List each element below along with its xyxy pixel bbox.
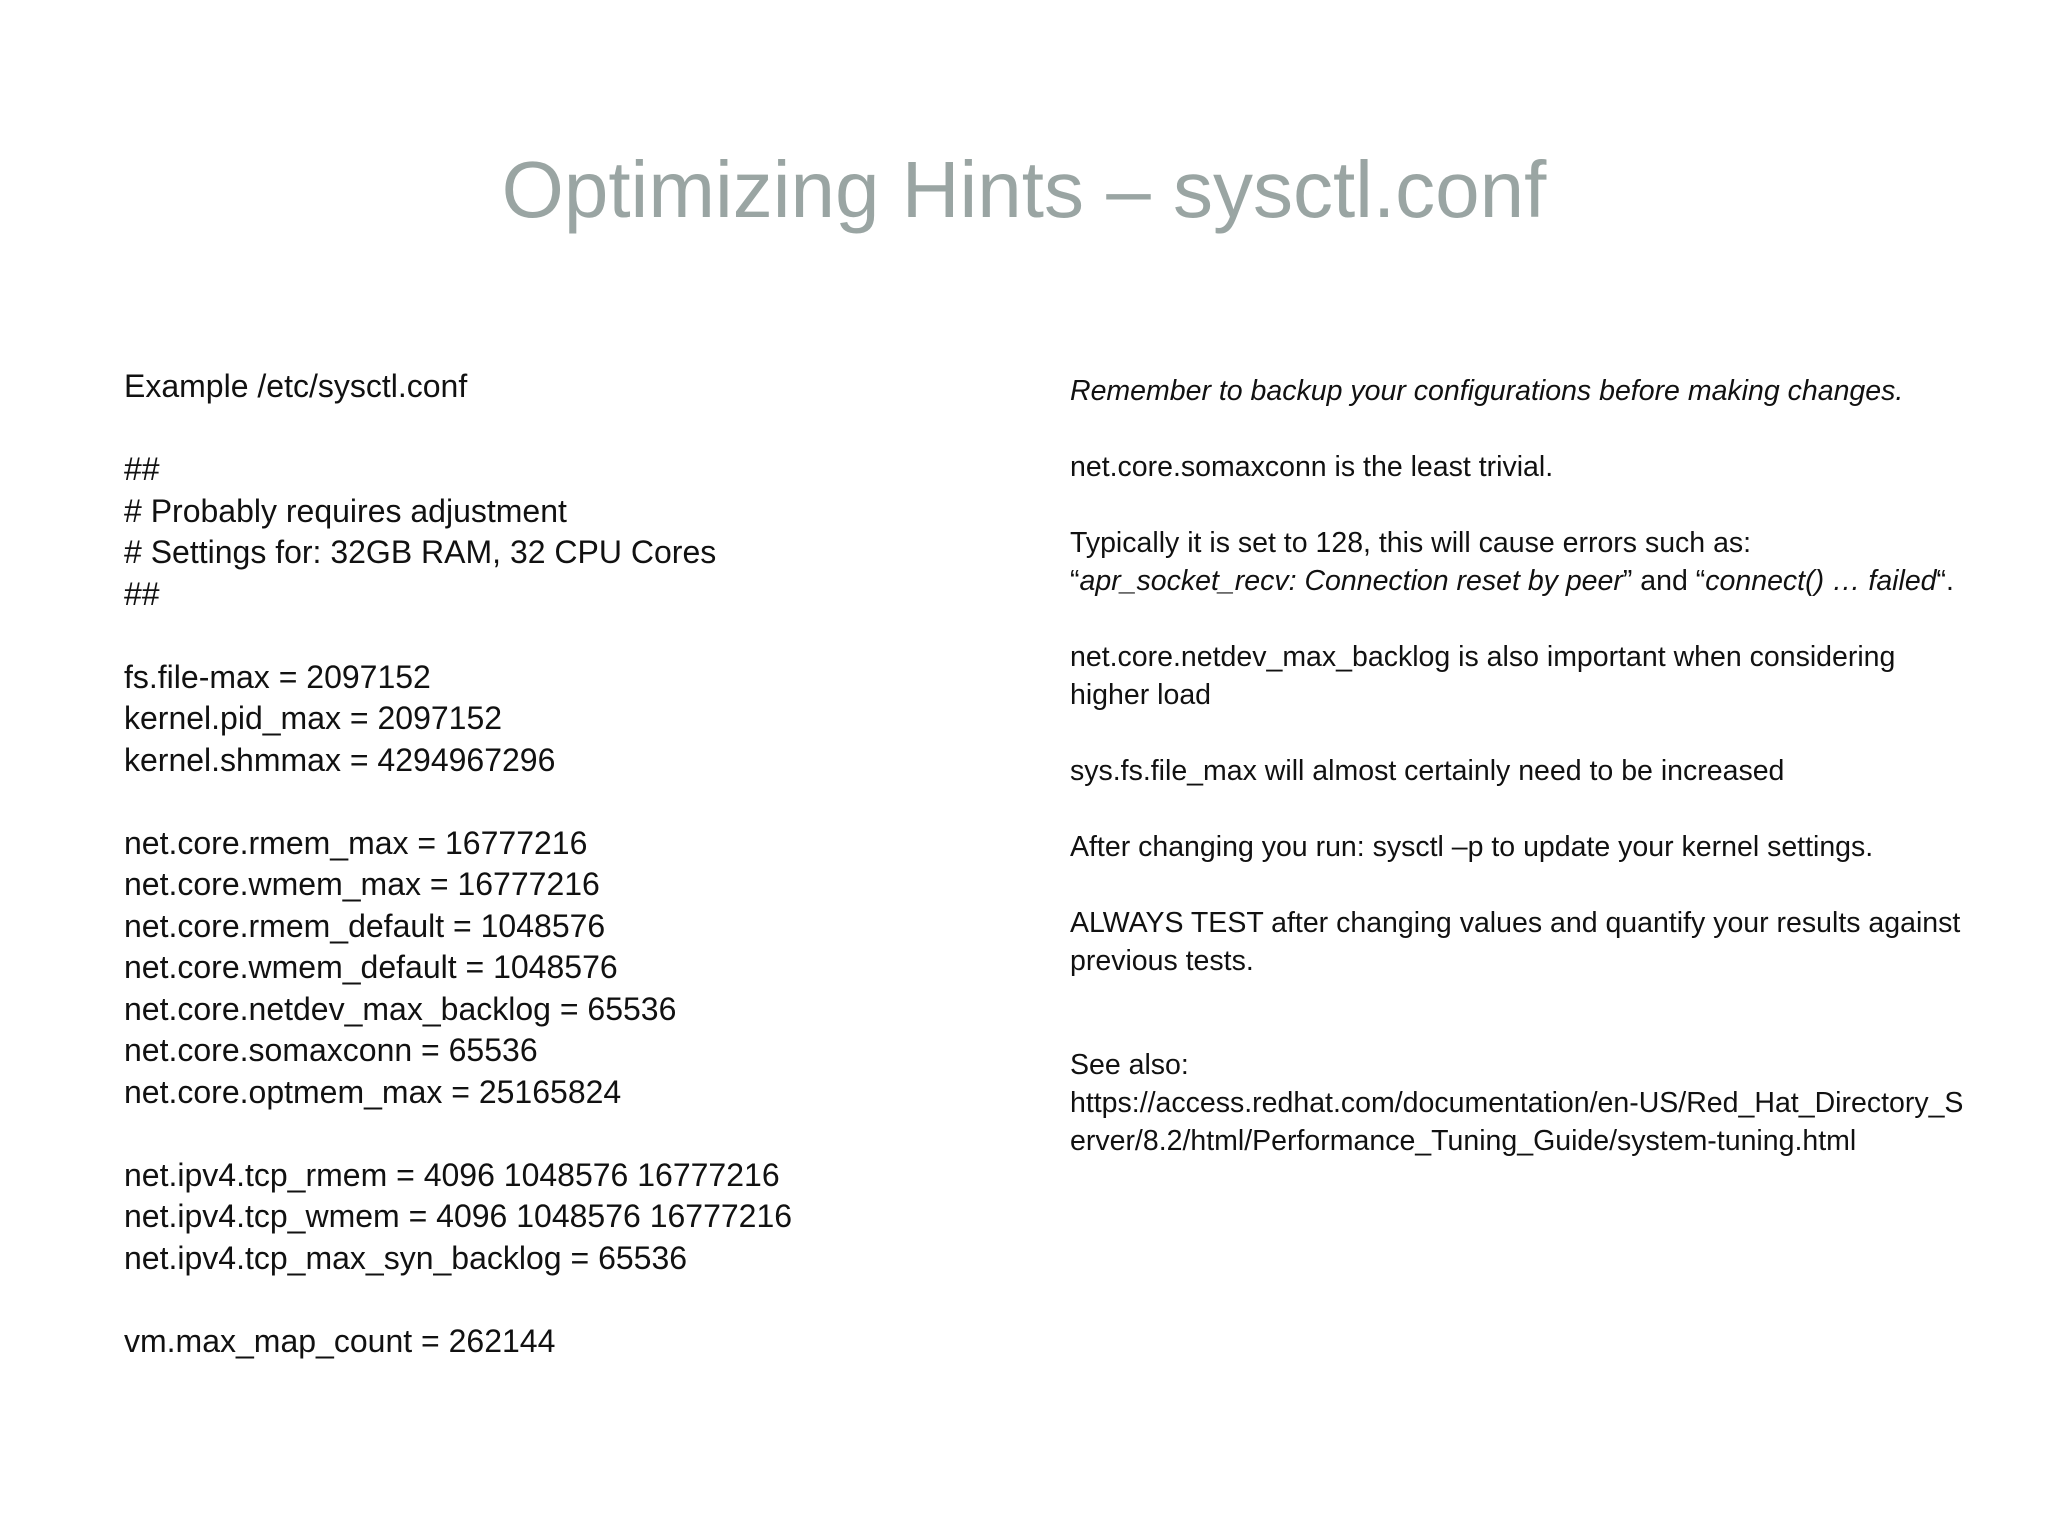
spacer	[1070, 1018, 1970, 1046]
config-line: fs.file-max = 2097152	[124, 658, 431, 695]
config-line: ##	[124, 575, 160, 612]
config-line: net.ipv4.tcp_max_syn_backlog = 65536	[124, 1239, 688, 1276]
filemax-note: sys.fs.file_max will almost certainly need to be increased	[1070, 755, 1785, 787]
always-test-note: ALWAYS TEST after changing values and quantify your results against previous tests.	[1070, 907, 1961, 977]
config-line: net.ipv4.tcp_rmem = 4096 1048576 16777216	[124, 1156, 780, 1193]
sysctl-example-panel	[124, 366, 1024, 1362]
config-line: kernel.pid_max = 2097152	[124, 700, 503, 736]
net-ipv4-block	[124, 1155, 1024, 1280]
error-message-1: apr_socket_recv: Connection reset by peer	[1079, 565, 1623, 597]
config-line: net.core.optmem_max = 25165824	[124, 1073, 622, 1110]
spacer	[124, 408, 1024, 450]
after-change-note: After changing you run: sysctl –p to update your kernel settings.	[1070, 831, 1874, 863]
slide-title: Optimizing Hints – sysctl.conf	[501, 145, 1547, 234]
config-line: kernel.shmmax = 4294967296	[124, 741, 556, 778]
config-line: net.core.wmem_default = 1048576	[124, 949, 618, 985]
config-line: vm.max_map_count = 262144	[124, 1322, 556, 1359]
typically-intro: Typically it is set to 128, this will cause errors such as:	[1070, 527, 1752, 559]
backlog-note: net.core.netdev_max_backlog is also important when considering higher load	[1070, 641, 1896, 711]
somaxconn-note: net.core.somaxconn is the least trivial.	[1070, 451, 1554, 483]
comment-block	[124, 449, 1024, 615]
config-line: net.core.rmem_max = 16777216	[124, 824, 588, 861]
see-also	[1070, 1046, 1970, 1160]
net-core-block	[124, 823, 1024, 1114]
quote-mid: ” and “	[1622, 565, 1706, 597]
config-line: net.core.somaxconn = 65536	[124, 1032, 538, 1068]
quote-close: “.	[1936, 565, 1954, 597]
config-line: # Settings for: 32GB RAM, 32 CPU Cores	[124, 534, 717, 570]
config-line: # Probably requires adjustment	[124, 492, 567, 529]
config-line: net.core.rmem_default = 1048576	[124, 907, 606, 944]
config-line: net.core.netdev_max_backlog = 65536	[124, 990, 677, 1027]
example-heading: Example /etc/sysctl.conf	[124, 368, 468, 404]
see-also-label: See also:	[1070, 1049, 1189, 1081]
spacer	[124, 1279, 1024, 1321]
typically-note	[1070, 524, 1970, 600]
fs-kernel-block	[124, 657, 1024, 782]
spacer	[124, 781, 1024, 823]
notes-panel	[1070, 372, 1970, 1198]
backup-note: Remember to backup your configurations before making changes.	[1070, 375, 1904, 407]
error-message-2: connect() … failed	[1705, 565, 1937, 597]
spacer	[124, 615, 1024, 657]
config-line: ##	[124, 451, 160, 487]
config-line: net.ipv4.tcp_wmem = 4096 1048576 16777216	[124, 1198, 793, 1234]
config-line: net.core.wmem_max = 16777216	[124, 866, 600, 902]
spacer	[124, 1113, 1024, 1155]
see-also-link[interactable]: https://access.redhat.com/documentation/en-US/Red_Hat_Directory_Server/8.2/html/Performance_Tuning_Guide/system-tuning.html	[1070, 1087, 1964, 1157]
quote-open: “	[1070, 565, 1080, 597]
vm-block	[124, 1321, 1024, 1363]
